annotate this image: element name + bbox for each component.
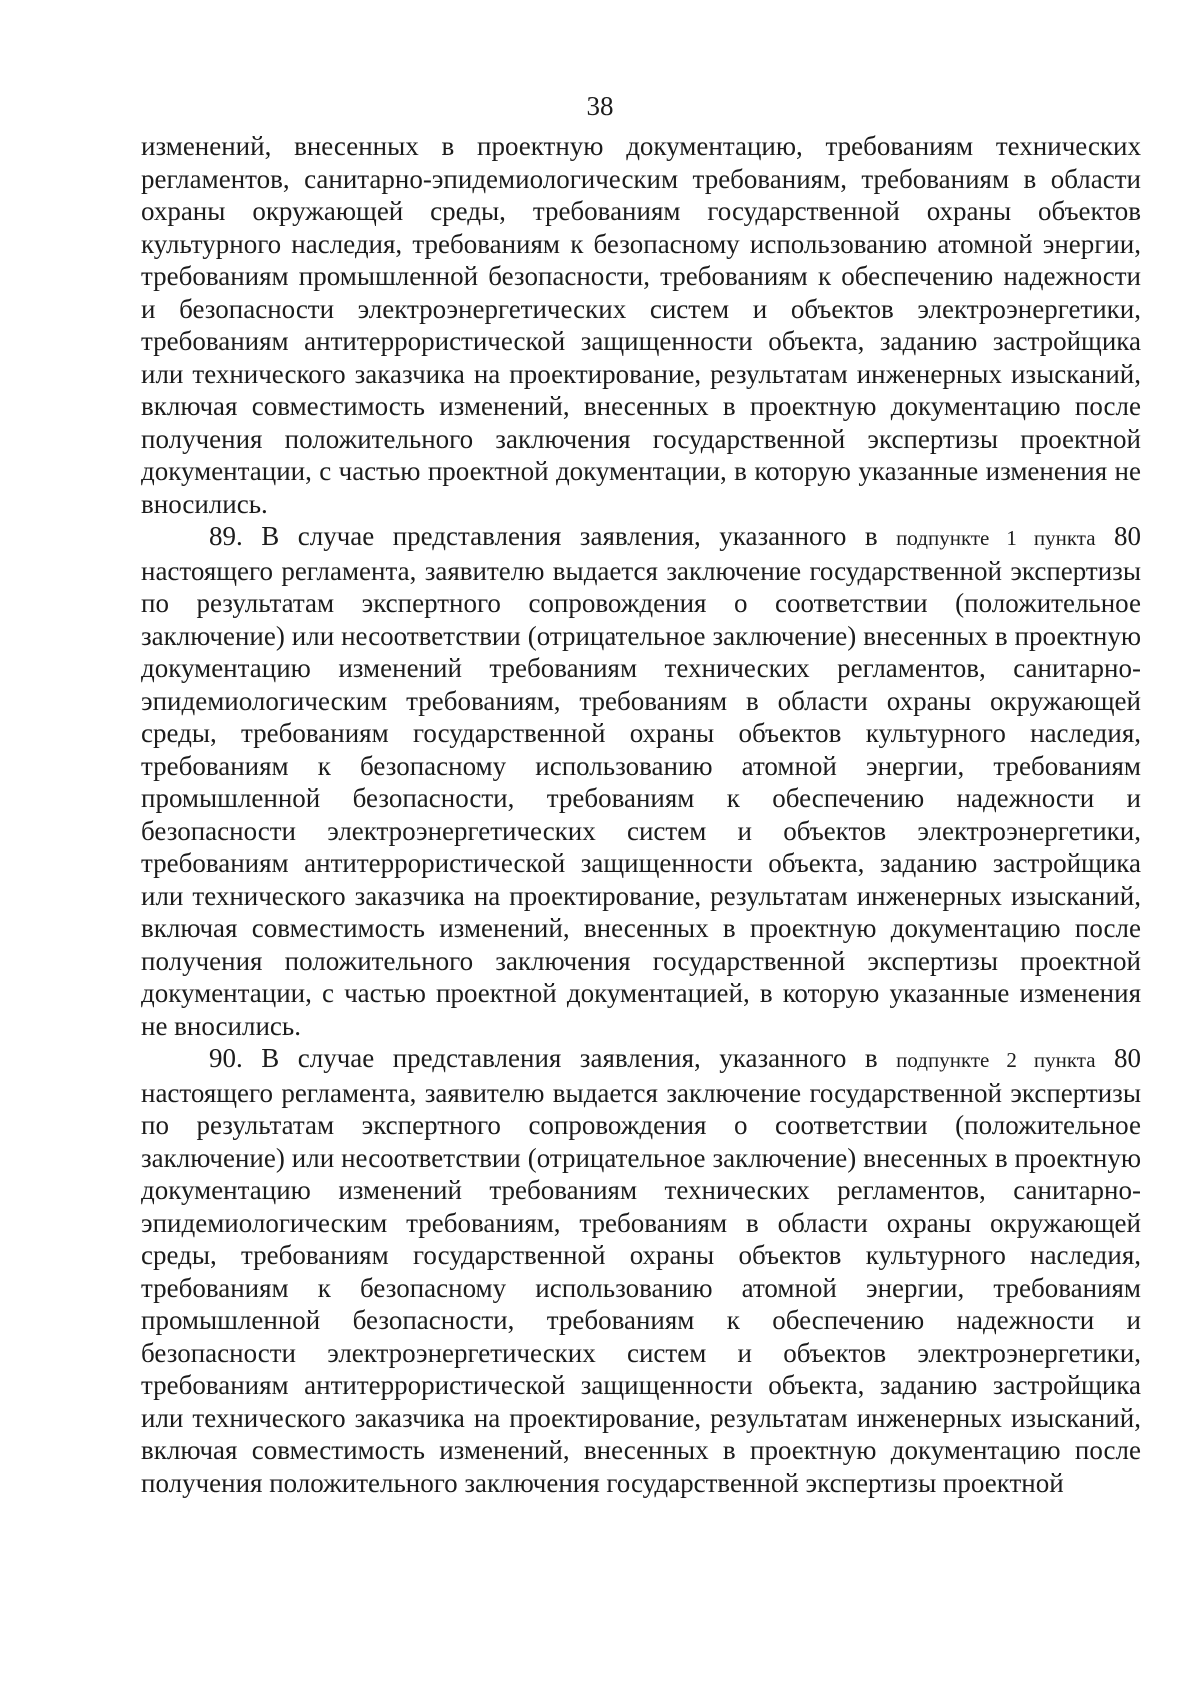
document-body <box>141 130 1141 1499</box>
paragraph-89-body: настоящего регламента, заявителю выдается заключение государственной экспертизы по результатам экспертного сопровождения о соответствии (положительное заключение) или несоответствии (отрицательное заключение) внесенных в проектную документацию изменений требованиям технических регламентов, санитарно-эпидемиологическим требованиям, требованиям в области охраны окружающей среды, требованиям государственной охраны объектов культурного наследия, требованиям к безопасному использованию атомной энергии, требованиям промышленной безопасности, требованиям к обеспечению надежности и безопасности электроэнергетических систем и объектов электроэнергетики, требованиям антитеррористической защищенности объекта, заданию застройщика или технического заказчика на проектирование, результатам инженерных изысканий, включая совместимость изменений, внесенных в проектную документацию после получения положительного заключения государственной экспертизы проектной документации, с частью проектной документацией, в которую указанные изменения не вносились. <box>141 555 1141 1041</box>
paragraph-89-reference: подпункте 1 пункта <box>896 526 1096 550</box>
paragraph-89-reference-number: 80 <box>1095 521 1142 551</box>
paragraph-89 <box>141 520 1141 1042</box>
paragraph-90-lead: 90. В случае представления заявления, указанного в <box>209 1043 897 1073</box>
paragraph-89-lead: 89. В случае представления заявления, указанного в <box>209 521 897 551</box>
page-number: 38 <box>586 91 614 121</box>
paragraph-90-reference: подпункте 2 пункта <box>896 1048 1096 1072</box>
paragraph-90-reference-number: 80 <box>1095 1043 1142 1073</box>
paragraph-continuation: изменений, внесенных в проектную документацию, требованиям технических регламентов, санитарно-эпидемиологическим требованиям, требованиям в области охраны окружающей среды, требованиям государственной охраны объектов культурного наследия, требованиям к безопасному использованию атомной энергии, требованиям промышленной безопасности, требованиям к обеспечению надежности и безопасности электроэнергетических систем и объектов электроэнергетики, требованиям антитеррористической защищенности объекта, заданию застройщика или технического заказчика на проектирование, результатам инженерных изысканий, включая совместимость изменений, внесенных в проектную документацию после получения положительного заключения государственной экспертизы проектной документации, с частью проектной документации, в которую указанные изменения не вносились. <box>141 131 1141 519</box>
paragraph-90-body: настоящего регламента, заявителю выдается заключение государственной экспертизы по результатам экспертного сопровождения о соответствии (положительное заключение) или несоответствии (отрицательное заключение) внесенных в проектную документацию изменений требованиям технических регламентов, санитарно-эпидемиологическим требованиям, требованиям в области охраны окружающей среды, требованиям государственной охраны объектов культурного наследия, требованиям к безопасному использованию атомной энергии, требованиям промышленной безопасности, требованиям к обеспечению надежности и безопасности электроэнергетических систем и объектов электроэнергетики, требованиям антитеррористической защищенности объекта, заданию застройщика или технического заказчика на проектирование, результатам инженерных изысканий, включая совместимость изменений, внесенных в проектную документацию после получения положительного заключения государственной экспертизы проектной <box>141 1077 1141 1498</box>
paragraph-90 <box>141 1042 1141 1499</box>
